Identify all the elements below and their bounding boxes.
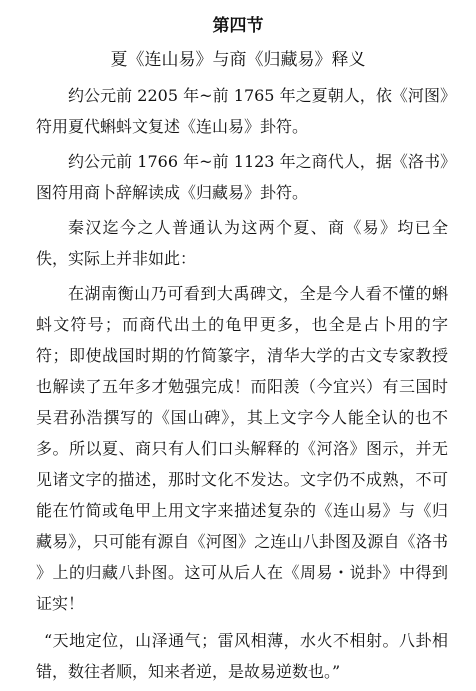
paragraph-evidence: 在湖南衡山乃可看到大禹碑文，全是今人看不懂的蝌蚪文符号；而商代出土的龟甲更多，也全是占卜用的字符；即使战国时期的竹简篆字，清华大学的古文专家教授也解读了五年多才勉强完成！而阳羡（今宜兴）有三国时吴君孙浩撰写的《国山碑》，其上文字今人能全认的也不多。所以夏、商只有人们口头解释的《河洛》图示，并无见诸文字的描述，那时文化不发达。文字仍不成熟，不可能在竹简或龟甲上用文字来描述复杂的《连山易》与《归藏易》，只可能有源自《河图》之连山八卦图及源自《洛书 》上的归藏八卦图。这可从后人在《周易・说卦》中得到证实！ bbox=[36, 284, 448, 613]
paragraph-common-view: 秦汉迄今之人普通认为这两个夏、商《易》均已全佚，实际上并非如此： bbox=[36, 218, 448, 268]
section-subtitle: 夏《连山易》与商《归藏易》释义 bbox=[110, 50, 366, 70]
shuogua-quote: “天地定位，山泽通气；雷风相薄，水火不相射。八卦相错，数往者顺，知来者逆，是故易逆数也。” bbox=[36, 631, 448, 681]
paragraph-shang: 约公元前 1766 年~前 1123 年之商代人，据《洛书》图符用商卜辞解读成《归藏易》卦符。 bbox=[36, 152, 448, 202]
section-title: 第四节 bbox=[212, 16, 264, 36]
paragraph-xia: 约公元前 2205 年~前 1765 年之夏朝人，依《河图》符用夏代蝌蚪文复述《连山易》卦符。 bbox=[36, 86, 448, 136]
body-text bbox=[36, 80, 448, 691]
